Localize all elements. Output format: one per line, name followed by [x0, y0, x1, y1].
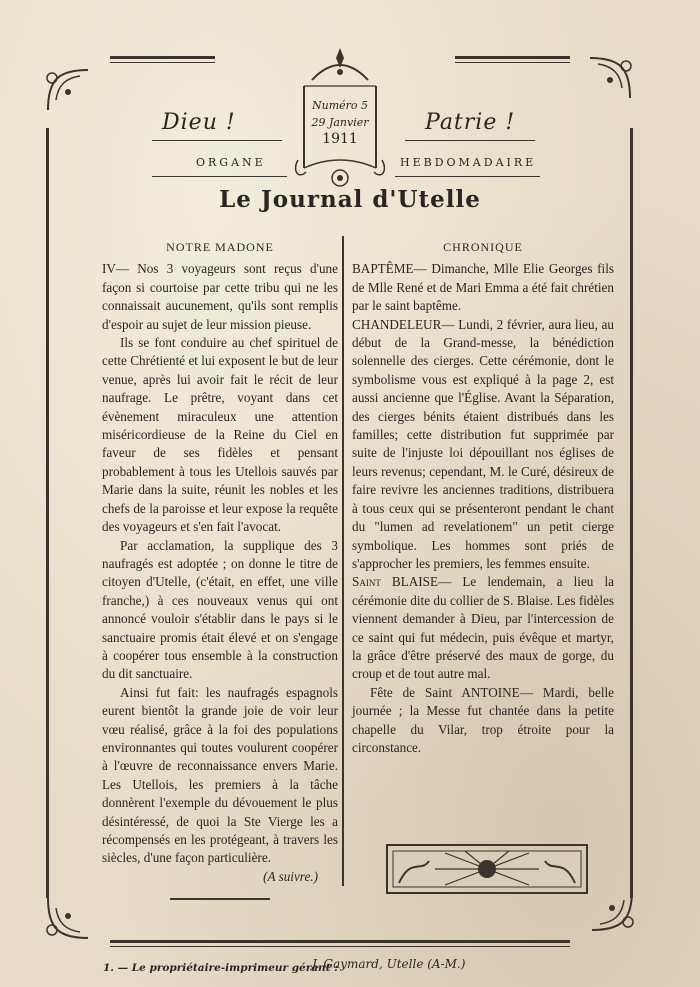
- entry-label: CHANDELEUR—: [352, 316, 455, 332]
- newspaper-title: Le Journal d'Utelle: [219, 186, 481, 213]
- top-rule-left-thin: [110, 62, 215, 63]
- article-paragraph: Ils se font conduire au chef spirituel de cette Chrétienté et lui exposent le but de leur venue, après lui avoir fait le récit de leur naufrage. Le prêtre, voyant dans cet évènement miraculeux une attention miséricordieuse de la Reine du Ciel en faveur de ses fidèles et pensant probablement à tous les Utellois sauvés par Marie dans la suite, réunit les nobles et les chefs de la paroisse et leur expose la requête des voyageurs et s'en fait l'avocat.: [102, 335, 338, 535]
- top-rule-right-thin: [455, 62, 570, 63]
- tagline-left: ORGANE: [196, 156, 266, 169]
- left-column: [102, 238, 338, 886]
- chronicle-entry: [352, 260, 614, 315]
- bottom-rule: [110, 940, 570, 943]
- article-paragraph: Par acclamation, la supplique des 3 naufragés est adoptée ; on donne le titre de citoyen d'Utelle, (c'était, en effet, une ville franche,) à ces nouveaux venus qui ont annoncé vouloir s'établir dans le pays si le sanctuaire promis était élevé et on s'engage à coopérer tous ensemble à la construction du dit sanctuaire.: [102, 537, 338, 682]
- article-paragraph: IV— Nos 3 voyageurs sont reçus d'une façon si courtoise par cette tribu qui ne les connaissait aucunement, qu'ils sont remplis d'espoir au sujet de leur mission pieuse.: [102, 261, 338, 332]
- issue-year: 1911: [322, 131, 358, 147]
- right-border-rule: [630, 128, 633, 898]
- motto-underline-left: [152, 140, 282, 141]
- left-border-rule: [46, 128, 49, 898]
- bottom-right-flourish-icon: [582, 880, 642, 940]
- tagline-rule-right: [395, 176, 540, 177]
- motto-underline-right: [405, 140, 535, 141]
- left-column-end-rule: [170, 898, 270, 900]
- top-rule-left: [110, 56, 215, 59]
- column-heading-madone: NOTRE MADONE: [166, 240, 274, 254]
- motto-right: Patrie !: [425, 110, 516, 135]
- top-right-flourish-icon: [580, 48, 640, 108]
- entry-text: Mardi, belle journée ; la Messe fut chantée dans la petite chapelle du Vilar, trop étroite pour la circonstance.: [352, 684, 614, 755]
- tagline-right: HEBDOMADAIRE: [400, 156, 537, 169]
- printer-label: 1. — Le propriétaire-imprimeur gérant :: [103, 962, 339, 974]
- sunburst-vignette-icon: [385, 843, 589, 895]
- motto-left: Dieu !: [162, 110, 236, 135]
- article-paragraph: Ainsi fut fait: les naufragés espagnols eurent bientôt la grande joie de voir leur vœu réalisé, grâce à la foi des populations environnantes qui toutes voulurent coopérer à l'œuvre de reconnaissance envers Marie. Les Utellois, les premiers à la tâche donnèrent l'exemple du dévouement le plus désintéressé, de quoi la Ste Vierge les a récompensés en les protégeant, à travers les siècles, d'une façon particulière.: [102, 684, 338, 866]
- issue-number: Numéro 5: [311, 99, 369, 112]
- chronicle-entry: [352, 684, 614, 758]
- column-heading-chronique: CHRONIQUE: [443, 240, 523, 254]
- tagline-rule-left: [152, 176, 287, 177]
- printer-name: J. Gaymard, Utelle (A-M.): [312, 957, 466, 971]
- chronicle-entry: [352, 316, 614, 574]
- entry-label: Fête de Saint ANTOINE—: [370, 684, 533, 700]
- bottom-rule-thin: [110, 946, 570, 947]
- continuation-note: (A suivre.): [263, 868, 318, 884]
- chronicle-entry: [352, 573, 614, 683]
- entry-text: Le lendemain, a lieu la cérémonie dite du collier de S. Blaise. Les fidèles viennent demander à Dieu, par l'intercession de ce saint qui fut médecin, puis évêque et martyr, la grâce d'être préservé des maux de gorge, du croup et de tout autre mal.: [352, 574, 615, 682]
- right-column: [352, 238, 614, 757]
- issue-date: 29 Janvier: [311, 116, 369, 129]
- center-divider-rule: [342, 236, 344, 886]
- entry-label: BAPTÊME—: [352, 261, 427, 277]
- entry-text: Dimanche, Mlle Elie Georges fils de Mlle René et de Mari Emma a été fait chrétien par le saint baptême.: [352, 261, 615, 314]
- top-left-flourish-icon: [38, 60, 98, 120]
- entry-text: Lundi, 2 février, aura lieu, au début de la Grand-messe, la bénédiction solennelle des cierges. Cette cérémonie, dont le symbolisme vous est expliqué à la page 2, est aussi ancienne que l'Église. Avant la Séparation, des cierges bénits étaient distribués dans les familles; cette distribution fut supprimée par suite de l'injuste loi dépouillant nos églises de leurs revenus; cependant, M. le Curé, désireux de faire revivre les anciennes traditions, distribuera à tous ceux qui se présenteront pendant le chant du "lumen ad revelationem" un petit cierge symbolique. Les hommes sont priés de s'approcher les premiers, les femmes ensuite.: [352, 316, 614, 571]
- entry-label: Saint BLAISE—: [352, 574, 452, 590]
- top-rule-right: [455, 56, 570, 59]
